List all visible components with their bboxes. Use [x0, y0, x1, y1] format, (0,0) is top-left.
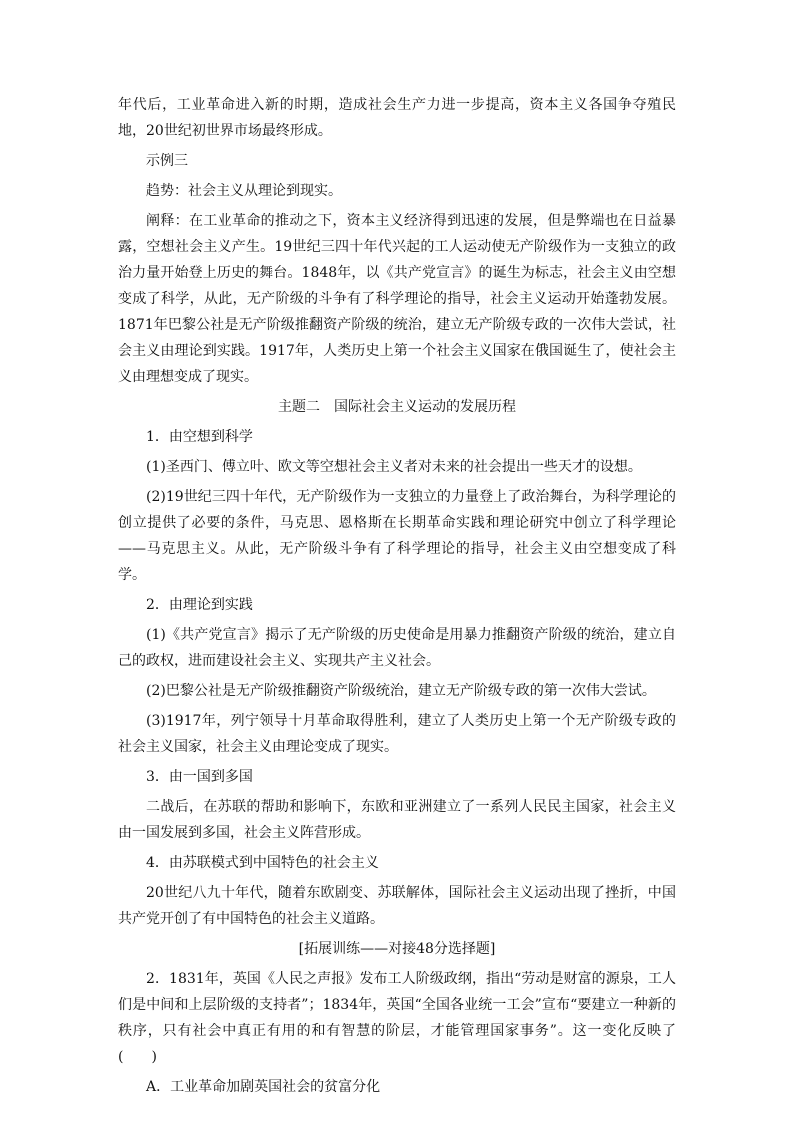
utopia-point-2: (2)19世纪三四十年代，无产阶级作为一支独立的力量登上了政治舞台，为科学理论的创立提供了必要的条件，马克思、恩格斯在长期革命实践和理论研究中创立了科学理论——马克思主义。从此，无产阶级斗争有了科学理论的指导，社会主义由空想变成了科学。	[118, 489, 676, 583]
chinese-characteristics-paragraph: 20世纪八九十年代，随着东欧剧变、苏联解体，国际社会主义运动出现了挫折，中国共产党开创了有中国特色的社会主义道路。	[118, 885, 676, 927]
option-a: A．工业革命加剧英国社会的贫富分化	[146, 1079, 381, 1095]
one-to-many-paragraph: 二战后，在苏联的帮助和影响下，东欧和亚洲建立了一系列人民民主国家，社会主义由一国发展到多国，社会主义阵营形成。	[118, 799, 676, 841]
utopia-point-1: (1)圣西门、傅立叶、欧文等空想社会主义者对未来的社会提出一些天才的设想。	[146, 459, 642, 475]
explanation-paragraph: 阐释：在工业革命的推动之下，资本主义经济得到迅速的发展，但是弊端也在日益暴露，空想社会主义产生。19世纪三四十年代兴起的工人运动使无产阶级作为一支独立的政治力量开始登上历史的舞台。1848年，以《共产党宣言》的诞生为标志，社会主义由空想变成了科学，从此，无产阶级的斗争有了科学理论的指导，社会主义运动开始蓬勃发展。1871年巴黎公社是无产阶级推翻资产阶级的统治，建立无产阶级专政的一次伟大尝试，社会主义由理论到实践。1917年，人类历史上第一个社会主义国家在俄国诞生了，使社会主义由理想变成了现实。	[118, 213, 676, 385]
practice-point-1: (1)《共产党宣言》揭示了无产阶级的历史使命是用暴力推翻资产阶级的统治，建立自己的政权，进而建设社会主义、实现共产主义社会。	[118, 627, 676, 669]
topic-two-title: 主题二 国际社会主义运动的发展历程	[278, 399, 516, 415]
example-three-label: 示例三	[146, 153, 188, 169]
training-title: [拓展训练——对接48分选择题]	[298, 941, 496, 957]
heading-utopia-to-science: 1．由空想到科学	[146, 429, 253, 445]
practice-point-3: (3)1917年，列宁领导十月革命取得胜利，建立了人类历史上第一个无产阶级专政的社会主义国家，社会主义由理论变成了现实。	[118, 713, 676, 755]
trend-paragraph: 趋势：社会主义从理论到现实。	[146, 183, 342, 199]
heading-theory-to-practice: 2．由理论到实践	[146, 597, 253, 613]
practice-point-2: (2)巴黎公社是无产阶级推翻资产阶级统治，建立无产阶级专政的第一次伟大尝试。	[146, 683, 656, 699]
question-two: 2．1831年，英国《人民之声报》发布工人阶级政纲，指出“劳动是财富的源泉，工人们是中间和上层阶级的支持者”；1834年，英国“全国各业统一工会”宣布“要建立一种新的秩序，只有社会中真正有用的和有智慧的阶层，才能管理国家事务”。这一变化反映了( )	[118, 971, 676, 1065]
heading-one-to-many: 3．由一国到多国	[146, 769, 253, 785]
heading-chinese-characteristics: 4．由苏联模式到中国特色的社会主义	[146, 855, 379, 871]
paragraph-intro: 年代后，工业革命进入新的时期，造成社会生产力进一步提高，资本主义各国争夺殖民地，20世纪初世界市场最终形成。	[118, 97, 676, 139]
document-body	[118, 92, 676, 1100]
